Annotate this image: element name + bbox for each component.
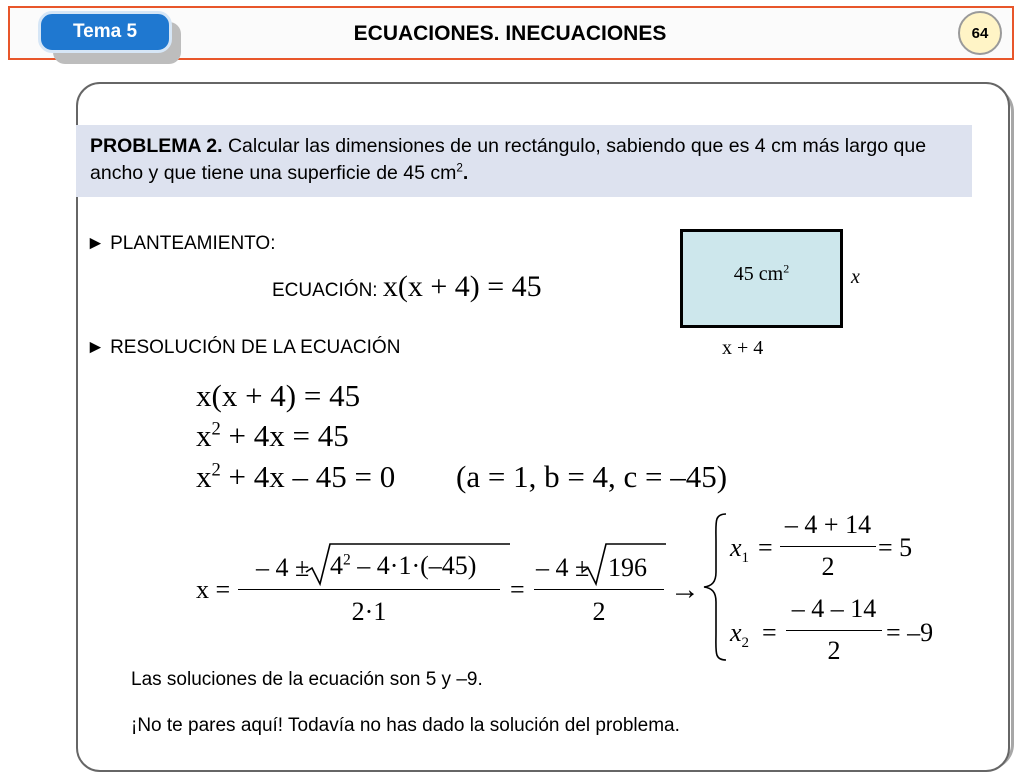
x1-numerator: – 4 + 14 (784, 510, 872, 539)
brace-icon (700, 512, 730, 662)
problem-statement (76, 125, 972, 197)
equation: x(x + 4) = 45 (382, 270, 542, 303)
x1-fraction-line (780, 546, 876, 547)
x1-result: = 5 (878, 533, 913, 562)
formula-radicand-1: $4^2 - 4\cdot 1\cdot(-45)$ (330, 551, 477, 580)
arrow-icon: → (670, 573, 700, 606)
formula-num1-pre: – 4 ± (256, 553, 310, 582)
problem-text-exp: 2 (456, 161, 463, 175)
equation-label: ECUACIÓN: (272, 280, 383, 301)
formula-equals-2: = (510, 575, 525, 604)
x2-label: $x_2$ (730, 618, 750, 652)
formula-num2-pre: – 4 ± (536, 553, 590, 582)
x2-result: = –9 (886, 618, 934, 647)
formula-radicand-2: 196 (608, 553, 647, 582)
fraction-line-2 (534, 589, 664, 590)
formula-x-equals: x = (196, 575, 231, 604)
rectangle-figure (680, 229, 843, 328)
page-number: 64 (958, 11, 1002, 55)
problem-text: Calcular las dimensiones de un rectángulo, sabiendo que es 4 cm más largo que ancho y que tiene una superficie de 45 cm (90, 135, 927, 184)
rectangle-side-label: x (851, 266, 860, 288)
fraction-line-1 (238, 589, 500, 590)
formula-den2: 2 (592, 597, 606, 626)
problem-text-end: . (462, 162, 469, 184)
x2-numerator: – 4 – 14 (791, 594, 877, 623)
x1-denominator: 2 (821, 552, 835, 581)
conclusion-solutions: Las soluciones de la ecuación son 5 y –9. (131, 669, 483, 690)
x2-equals: = (762, 618, 777, 647)
conclusion-warning: ¡No te pares aquí! Todavía no has dado la solución del problema. (131, 715, 680, 736)
x2-fraction-line (786, 630, 882, 631)
x2-denominator: 2 (827, 636, 841, 665)
resolution-line-3: $x^2 + 4x - 45 = 0$ (196, 459, 396, 494)
formula-den1: 2·1 (351, 597, 387, 626)
resolucion-label: ► RESOLUCIÓN DE LA ECUACIÓN (86, 337, 401, 358)
x1-label: $x_1$ (730, 533, 750, 567)
coefficients: (a = 1, b = 4, c = –45) (456, 459, 728, 494)
problem-heading: PROBLEMA 2. (90, 135, 223, 157)
resolution-line-1: x(x + 4) = 45 (196, 378, 361, 413)
header-title: ECUACIONES. INECUACIONES (353, 22, 667, 45)
x1-equals: = (758, 533, 773, 562)
planteamiento-label: ► PLANTEAMIENTO: (86, 233, 276, 254)
tema-badge[interactable]: Tema 5 (38, 11, 172, 53)
rectangle-area: 45 $cm^2$ (733, 261, 790, 285)
equation-line (272, 270, 542, 304)
resolution-line-2: $x^2 + 4x = 45$ (196, 418, 349, 453)
rectangle-bottom-label: x + 4 (722, 337, 764, 359)
